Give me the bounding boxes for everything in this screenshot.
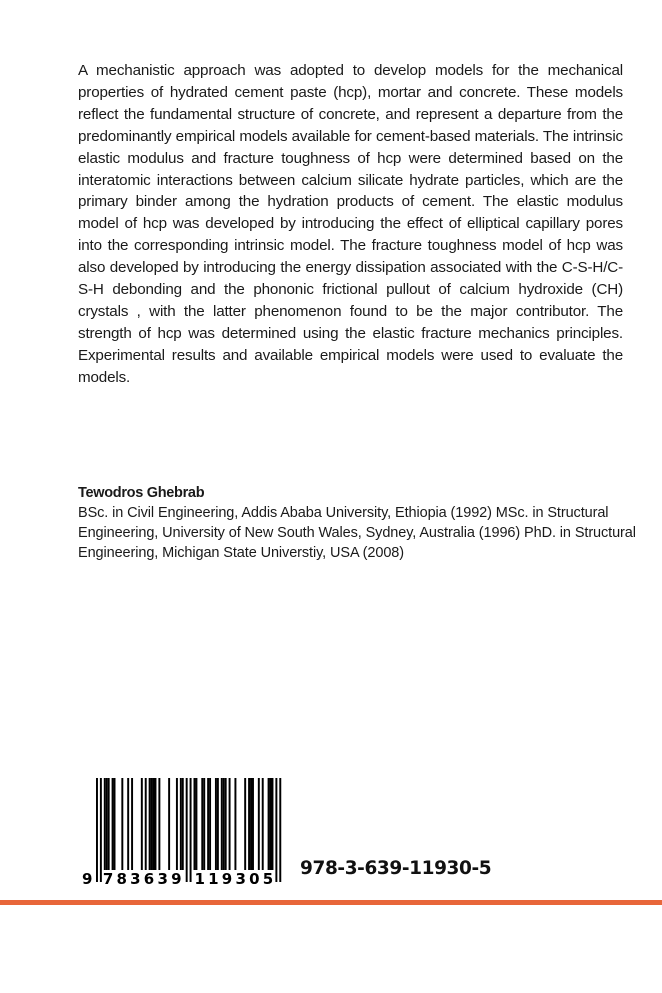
svg-text:9: 9: [171, 870, 182, 888]
barcode: [82, 778, 292, 888]
svg-text:1: 1: [208, 870, 219, 888]
orange-divider: [0, 900, 662, 905]
isbn-number: 978-3-639-11930-5: [300, 858, 492, 879]
svg-text:9: 9: [82, 870, 93, 888]
svg-text:3: 3: [130, 870, 141, 888]
abstract-block: [78, 60, 623, 389]
svg-text:3: 3: [157, 870, 168, 888]
author-name: Tewodros Ghebrab: [78, 485, 205, 501]
svg-text:5: 5: [262, 870, 274, 888]
svg-text:7: 7: [102, 870, 114, 888]
author-bio: BSc. in Civil Engineering, Addis Ababa University, Ethiopia (1992) MSc. in Structural Engineering, University of New South Wales, Sydney, Australia (1996) PhD. in Structural Engineering, Michigan State Universtiy, USA (2008): [78, 505, 636, 561]
author-block: [78, 483, 638, 563]
svg-text:8: 8: [116, 870, 127, 888]
svg-text:3: 3: [235, 870, 246, 888]
svg-text:0: 0: [249, 870, 260, 888]
svg-text:6: 6: [143, 870, 155, 888]
svg-text:9: 9: [221, 870, 233, 888]
abstract-text: A mechanistic approach was adopted to develop models for the mechanical properties of hydrated cement paste (hcp), mortar and concrete. These models reflect the fundamental structure of concrete, and represent a departure from the predominantly empirical models available for cement-based materials. The intrinsic elastic modulus and fracture toughness of hcp were determined based on the interatomic interactions between calcium silicate hydrate particles, which are the primary binder among the hydration products of cement. The elastic modulus model of hcp was developed by introducing the effect of elliptical capillary pores into the corresponding intrinsic model. The fracture toughness model of hcp was also developed by introducing the energy dissipation associated with the C-S-H/C-S-H debonding and the phononic frictional pullout of calcium hydroxide (CH) crystals , with the latter phenomenon found to be the major contributor. The strength of hcp was determined using the elastic fracture mechanics principles. Experimental results and available empirical models were used to evaluate the models.: [78, 62, 623, 386]
svg-text:1: 1: [194, 870, 205, 888]
